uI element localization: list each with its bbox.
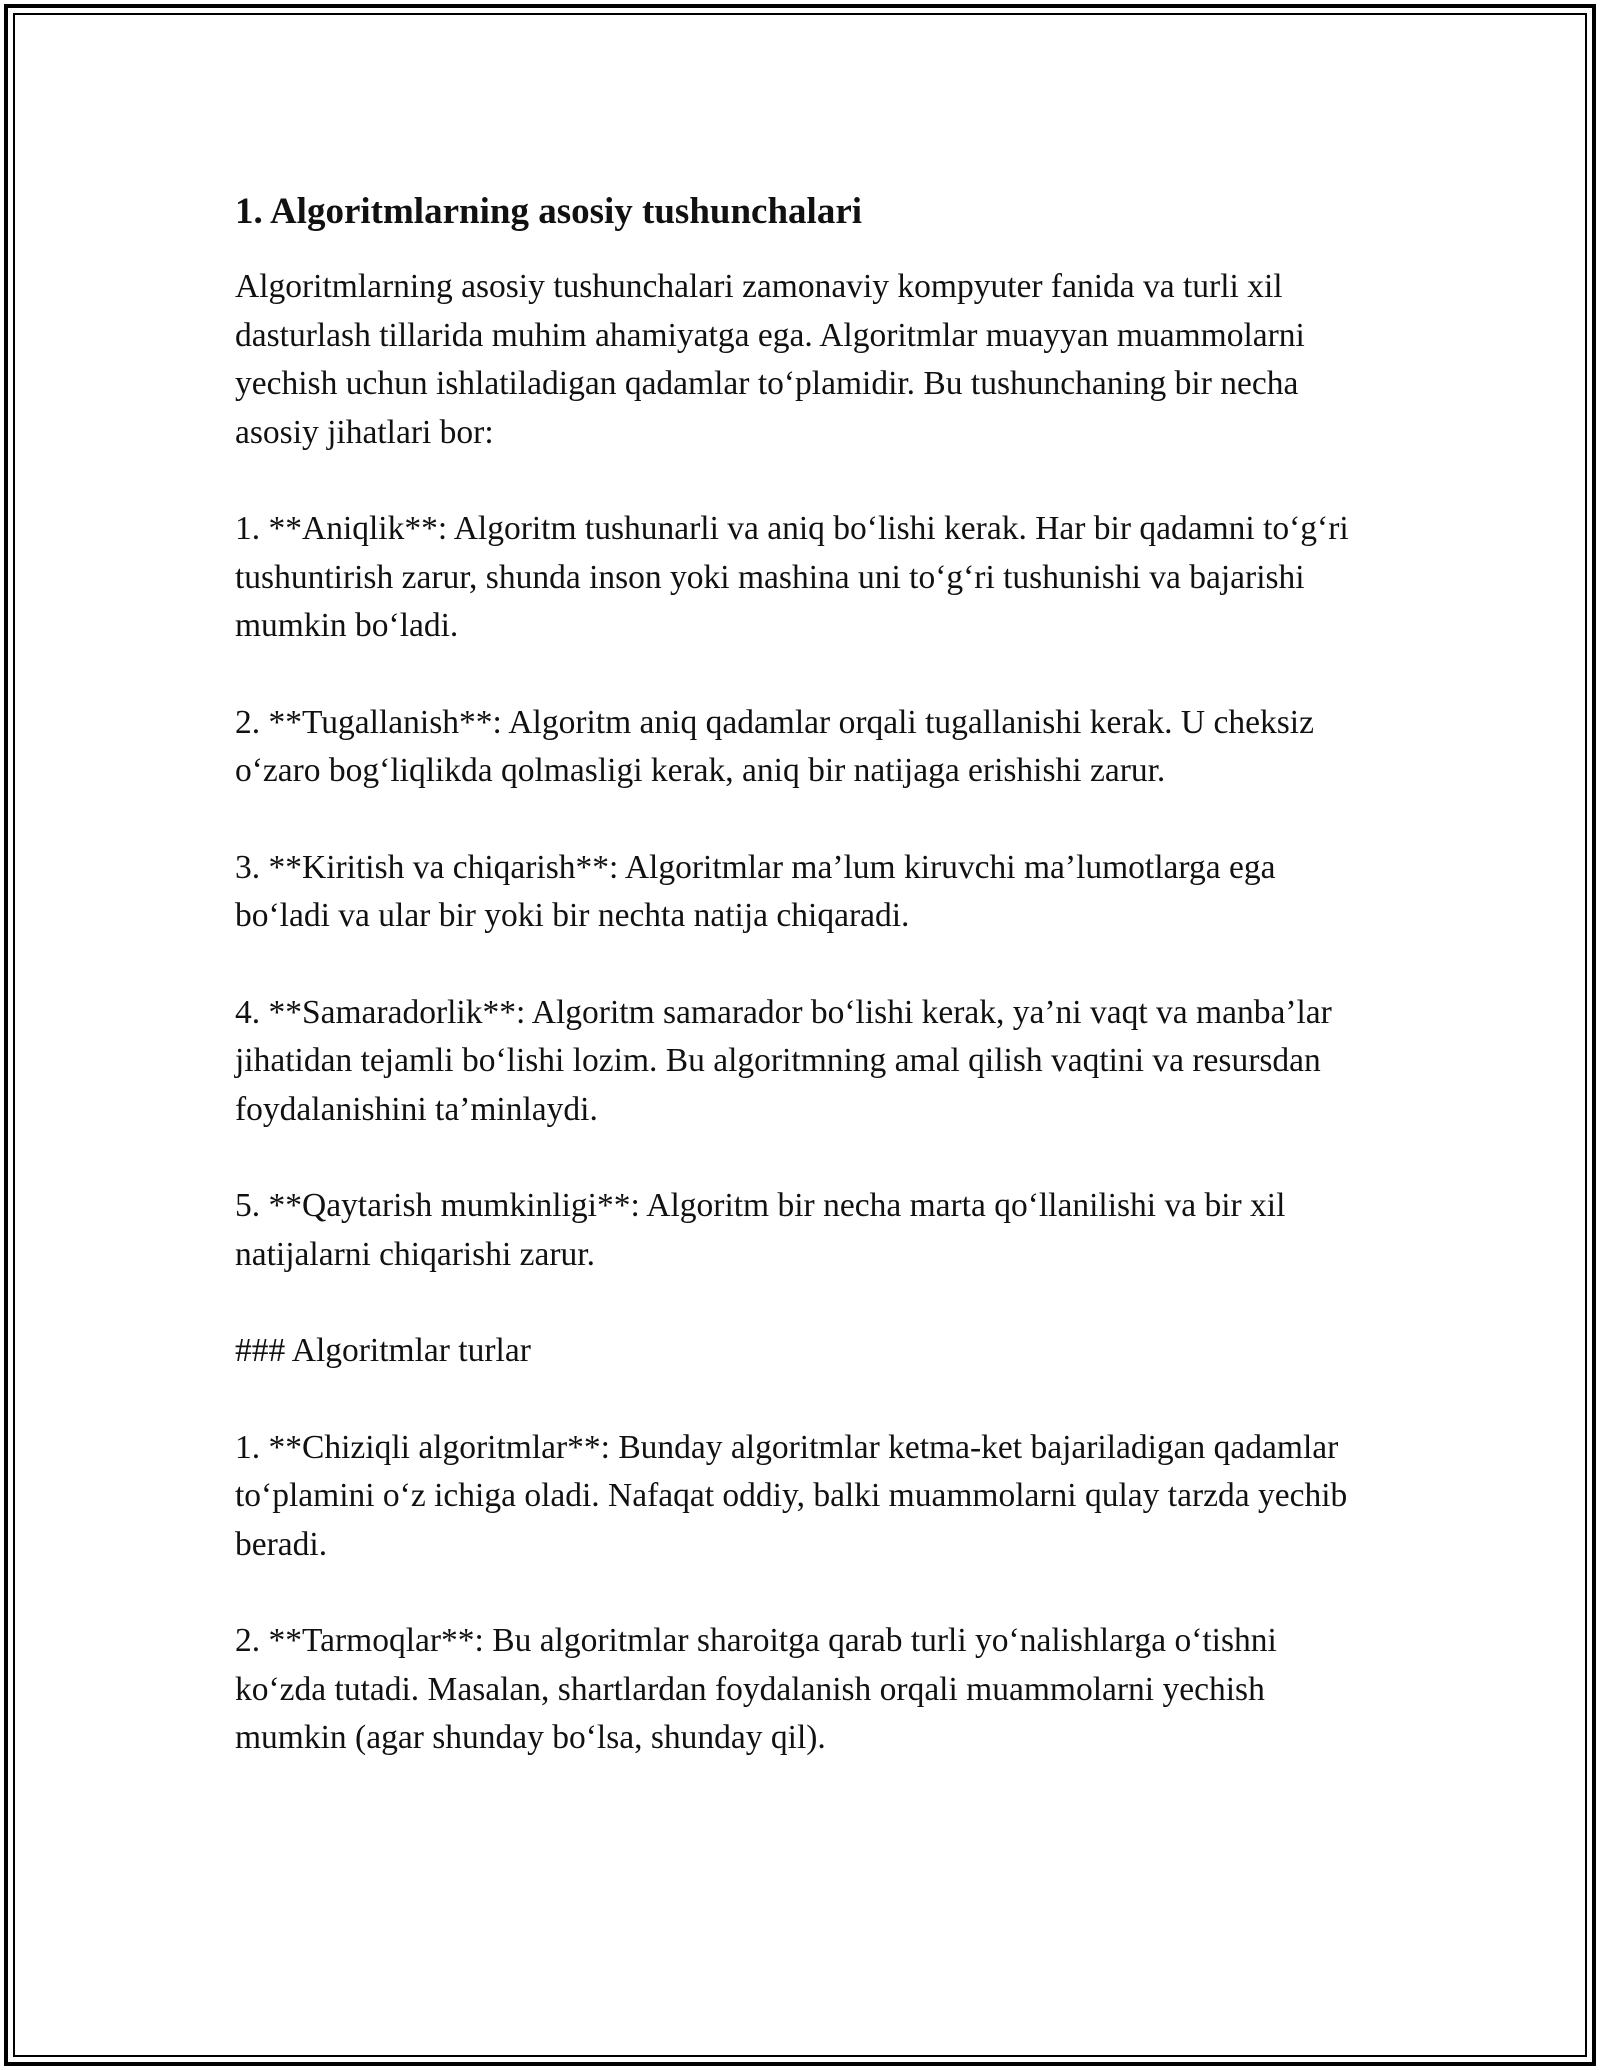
list-item-tugallanish: 2. **Tugallanish**: Algoritm aniq qadamlar orqali tugallanishi kerak. U cheksiz o‘zaro bog‘liqlikda qolmasligi kerak, aniq bir natijaga erishishi zarur.: [235, 703, 1314, 789]
list-item-aniqlik: 1. **Aniqlik**: Algoritm tushunarli va aniq bo‘lishi kerak. Har bir qadamni to‘g‘ri tushuntirish zarur, shunda inson yoki mashina uni to‘g‘ri tushunishi va bajarishi mumkin bo‘ladi.: [235, 510, 1349, 644]
document-title: 1. Algoritmlarning asosiy tushunchalari: [235, 191, 863, 232]
list-item-samaradorlik: 4. **Samaradorlik**: Algoritm samarador bo‘lishi kerak, ya’ni vaqt va manba’lar jihatidan tejamli bo‘lishi lozim. Bu algoritmning amal qilish vaqtini va resursdan foydalanishini ta’minlaydi.: [235, 993, 1332, 1128]
intro-paragraph: Algoritmlarning asosiy tushunchalari zamonaviy kompyuter fanida va turli xil dasturlash tillarida muhim ahamiyatga ega. Algoritmlar muayyan muammolarni yechish uchun ishlatiladigan qadamlar to‘plamidir. Bu tushunchaning bir necha asosiy jihatlari bor:: [235, 268, 1305, 451]
list-item-qaytarish: 5. **Qaytarish mumkinligi**: Algoritm bir necha marta qo‘llanilishi va bir xil natijalarni chiqarishi zarur.: [235, 1187, 1286, 1273]
list-item-kiritish-chiqarish: 3. **Kiritish va chiqarish**: Algoritmlar ma’lum kiruvchi ma’lumotlarga ega bo‘ladi va ular bir yoki bir nechta natija chiqaradi.: [235, 848, 1276, 934]
list-item-tarmoqlar: 2. **Tarmoqlar**: Bu algoritmlar sharoitga qarab turli yo‘nalishlarga o‘tishni ko‘zda tutadi. Masalan, shartlardan foydalanish orqali muammolarni yechish mumkin (agar shunday bo‘lsa, shunday qil).: [235, 1622, 1277, 1756]
list-item-chiziqli: 1. **Chiziqli algoritmlar**: Bunday algoritmlar ketma-ket bajariladigan qadamlar to‘plamini o‘z ichiga oladi. Nafaqat oddiy, balki muammolarni qulay tarzda yechib beradi.: [235, 1428, 1348, 1563]
section-heading-algoritmlar-turlar: ### Algoritmlar turlar: [235, 1332, 531, 1369]
document-body: [235, 186, 1375, 1811]
